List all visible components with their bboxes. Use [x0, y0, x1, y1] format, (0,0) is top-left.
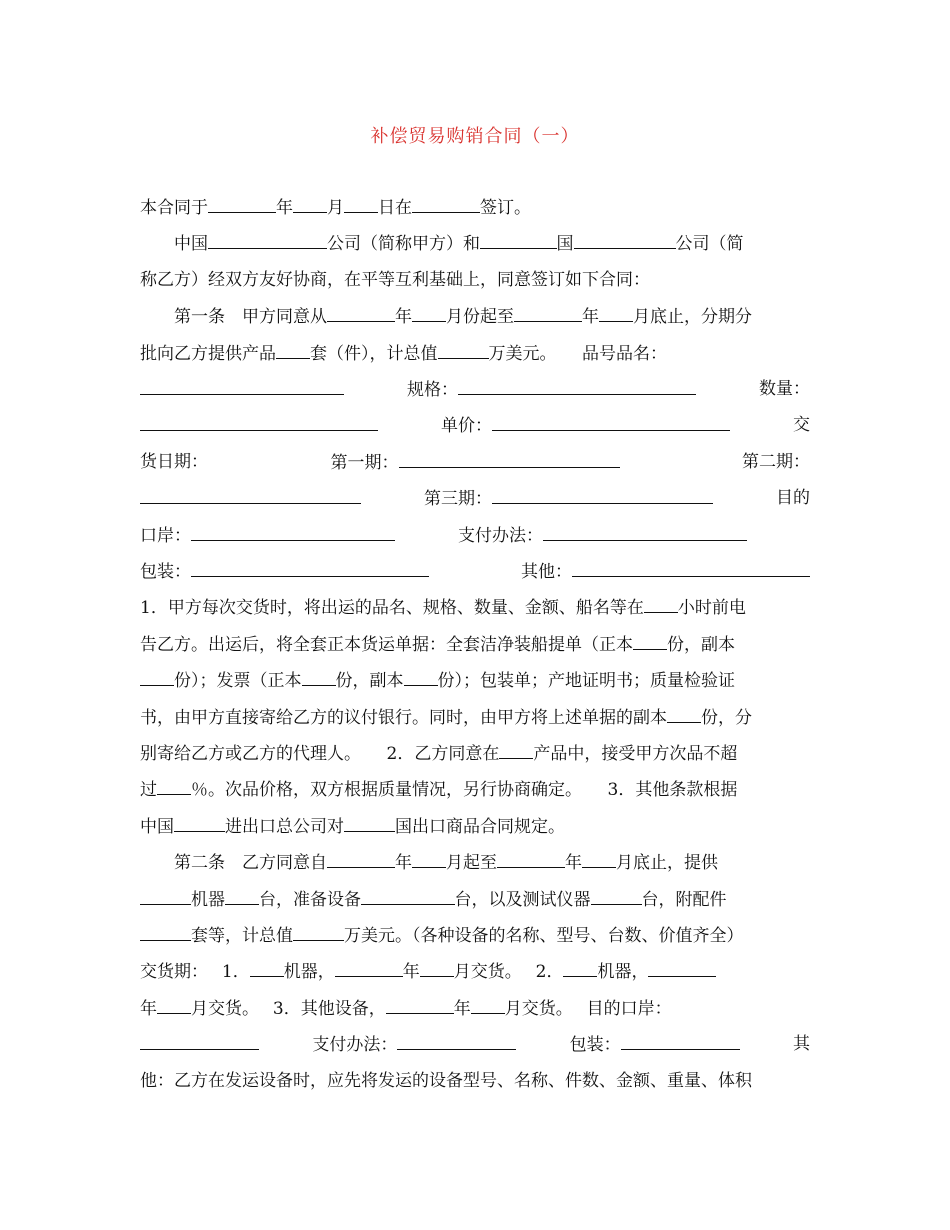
document-line — [140, 488, 810, 509]
blank-field — [404, 670, 438, 686]
blank-field — [667, 707, 701, 723]
line-segment: 货日期： — [140, 451, 208, 472]
blank-field — [492, 415, 730, 431]
blank-field — [420, 961, 454, 977]
blank-field — [399, 452, 620, 468]
blank-field — [361, 889, 455, 905]
blank-field — [458, 379, 696, 395]
blank-field — [250, 961, 284, 977]
line-segment — [140, 1034, 259, 1055]
blank-field — [140, 925, 191, 941]
blank-field — [191, 561, 429, 577]
blank-field — [140, 379, 344, 395]
line-segment: 目的 — [776, 488, 810, 509]
blank-field — [480, 233, 557, 249]
document-line: 第一条 甲方同意从 年 月份起至 年 月底止，分期分 — [140, 307, 752, 328]
document-title: 补偿贸易购销合同（一） — [370, 126, 580, 147]
blank-field — [563, 961, 597, 977]
document-line: 书，由甲方直接寄给乙方的议付银行。同时，由甲方将上述单据的副本 份，分 — [140, 707, 752, 728]
document-line: 机器 台，准备设备 台，以及测试仪器 台，附配件 — [140, 889, 810, 910]
blank-field — [327, 306, 395, 322]
line-segment: 支付办法： — [458, 525, 747, 546]
blank-field — [574, 233, 676, 249]
document-line — [140, 415, 810, 436]
document-line — [140, 525, 810, 546]
line-segment: 支付办法： — [312, 1034, 516, 1055]
blank-field — [514, 306, 582, 322]
line-segment: 第二期： — [742, 451, 810, 472]
blank-field — [633, 634, 667, 650]
blank-field — [174, 816, 225, 832]
blank-field — [497, 852, 565, 868]
document-line: 过 ％。次品价格，双方根据质量情况，另行协商确定。 3．其他条款根据 — [140, 780, 738, 801]
blank-field — [599, 306, 633, 322]
line-segment: 第一期： — [331, 452, 620, 473]
line-segment: 交 — [793, 415, 810, 436]
blank-field — [648, 961, 716, 977]
blank-field — [293, 925, 344, 941]
line-segment — [140, 379, 344, 400]
document-line: 第二条 乙方同意自 年 月起至 年 月底止，提供 — [140, 853, 718, 874]
blank-field — [140, 889, 191, 905]
line-segment: 数量： — [759, 379, 810, 399]
blank-field — [157, 998, 191, 1014]
line-segment: 包装： — [140, 561, 429, 582]
document-line: 他：乙方在发运设备时，应先将发运的设备型号、名称、件数、金额、重量、体积 — [140, 1070, 752, 1091]
document-line: 1．甲方每次交货时，将出运的品名、规格、数量、金额、船名等在 小时前电 — [140, 598, 746, 619]
document-line: 批向乙方提供产品 套（件），计总值 万美元。 品号品名： — [140, 343, 667, 364]
blank-field — [225, 889, 259, 905]
document-line: 别寄给乙方或乙方的代理人。 2．乙方同意在 产品中，接受甲方次品不超 — [140, 744, 738, 764]
blank-field — [344, 816, 395, 832]
blank-field — [140, 488, 361, 504]
line-segment: 口岸： — [140, 525, 395, 546]
document-line: 本合同于 年 月 日在 签订。 — [140, 198, 531, 218]
blank-field — [572, 561, 810, 577]
blank-field — [140, 415, 378, 431]
document-line — [140, 1034, 810, 1055]
blank-field — [621, 1034, 740, 1050]
line-segment: 包装： — [570, 1034, 740, 1055]
blank-field — [412, 197, 480, 213]
blank-field — [644, 597, 678, 613]
blank-field — [327, 852, 395, 868]
blank-field — [412, 306, 446, 322]
document-line: 年 月交货。 3．其他设备， 年 月交货。 目的口岸： — [140, 998, 672, 1019]
line-segment: 其 — [792, 1034, 810, 1055]
blank-field — [397, 1034, 516, 1050]
blank-field — [140, 670, 174, 686]
document-line — [140, 379, 810, 400]
line-segment: 其他： — [521, 561, 810, 582]
blank-field — [191, 525, 395, 541]
blank-field — [293, 197, 327, 213]
blank-field — [386, 998, 454, 1014]
line-segment: 第三期： — [424, 488, 713, 509]
blank-field — [543, 525, 747, 541]
blank-field — [499, 743, 533, 759]
document-line: 套等，计总值 万美元。（各种设备的名称、型号、台数、价值齐全） — [140, 925, 810, 946]
blank-field — [412, 852, 446, 868]
blank-field — [276, 343, 310, 359]
document-line: 中国 进出口总公司对 国出口商品合同规定。 — [140, 816, 565, 837]
blank-field — [492, 488, 713, 504]
blank-field — [471, 998, 505, 1014]
document-line — [140, 452, 810, 473]
blank-field — [591, 889, 642, 905]
blank-field — [582, 852, 616, 868]
document-line: 份）；发票（正本 份，副本 份）；包装单；产地证明书；质量检验证 — [140, 670, 810, 691]
line-segment — [140, 415, 378, 436]
line-segment: 单价： — [441, 415, 730, 436]
document-line: 交货期： 1． 机器， 年 月交货。 2． 机器， — [140, 961, 810, 982]
blank-field — [208, 233, 327, 249]
blank-field — [302, 670, 336, 686]
line-segment: 规格： — [407, 379, 696, 400]
blank-field — [208, 197, 276, 213]
document-line — [140, 561, 810, 582]
blank-field — [344, 197, 378, 213]
line-segment — [140, 488, 361, 509]
blank-field — [140, 1034, 259, 1050]
blank-field — [335, 961, 403, 977]
document-line: 称乙方）经双方友好协商，在平等互利基础上，同意签订如下合同： — [140, 269, 650, 290]
blank-field — [438, 343, 489, 359]
document-line: 告乙方。出运后，将全套正本货运单据：全套洁净装船提单（正本 份，副本 — [140, 634, 735, 655]
document-line: 中国 公司（简称甲方）和 国 公司（简 — [140, 234, 744, 255]
blank-field — [157, 779, 191, 795]
